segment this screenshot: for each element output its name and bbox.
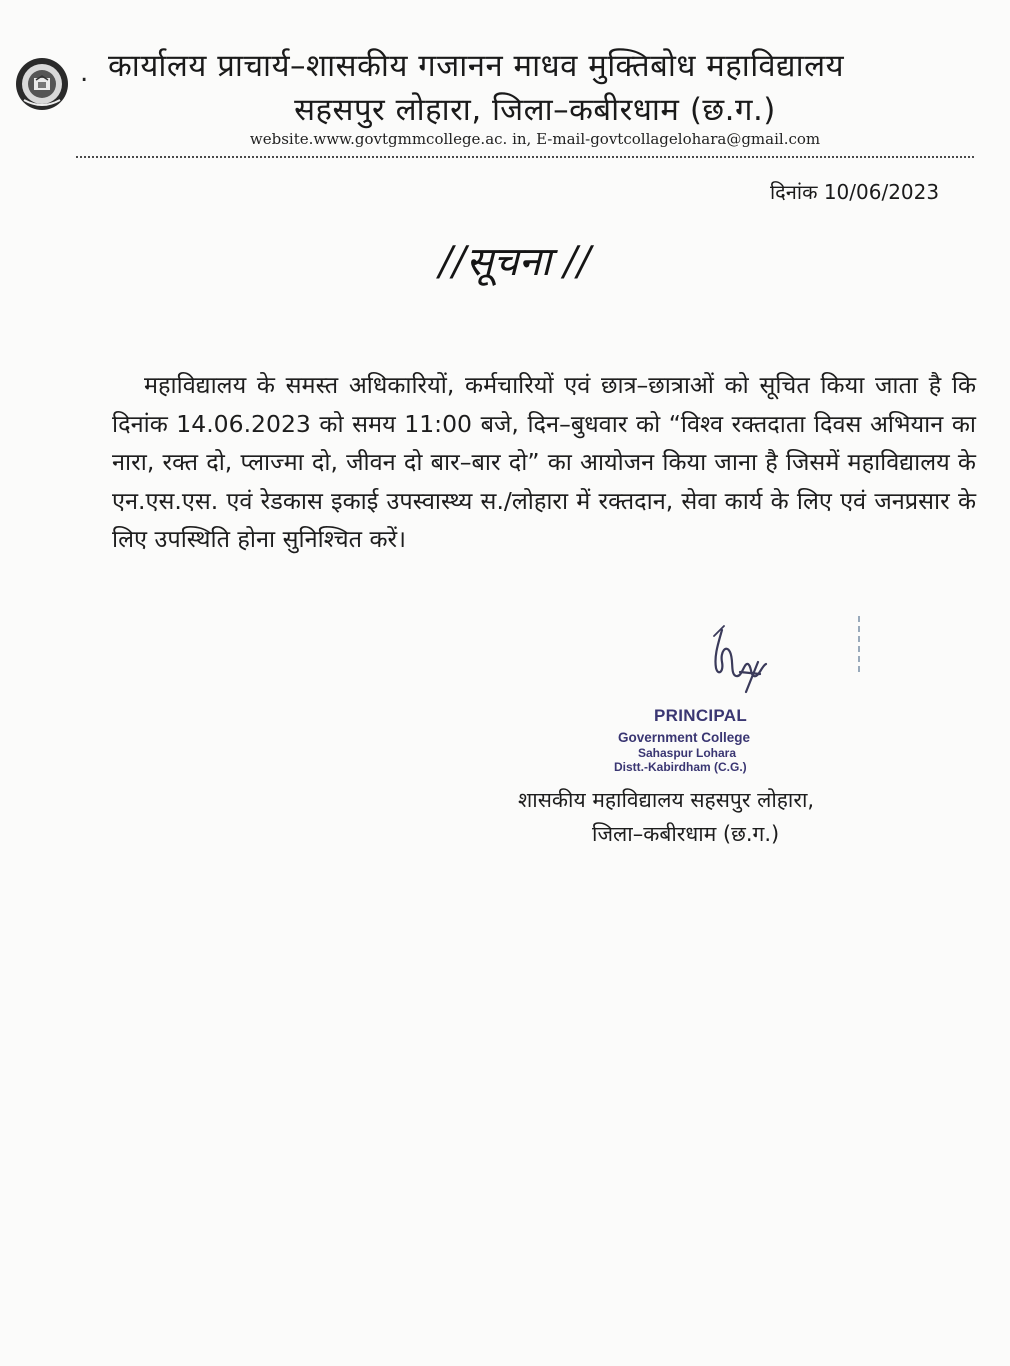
office-title: कार्यालय प्राचार्य–शासकीय गजानन माधव मुक्तिबोध महाविद्यालय bbox=[108, 48, 845, 84]
date-line bbox=[770, 178, 939, 205]
stamp-district: Distt.-Kabirdham (C.G.) bbox=[614, 760, 747, 774]
header-divider bbox=[76, 156, 974, 158]
signatory-institution: शासकीय महाविद्यालय सहसपुर लोहारा, bbox=[518, 788, 815, 812]
contact-line: website.www.govtgmmcollege.ac. in, E-mail-govtcollagelohara@gmail.com bbox=[249, 130, 821, 148]
header-bullet: . bbox=[80, 58, 89, 88]
margin-mark bbox=[856, 616, 862, 676]
stamp-college: Government College bbox=[618, 730, 751, 745]
date-label: दिनांक bbox=[770, 180, 818, 204]
date-value: 10/06/2023 bbox=[823, 180, 940, 204]
stamp-place: Sahaspur Lohara bbox=[638, 746, 737, 760]
notice-body: महाविद्यालय के समस्त अधिकारियों, कर्मचारियों एवं छात्र–छात्राओं को सूचित किया जाता है कि दिनांक 14.06.2023 को समय 11:00 बजे, दिन–बुधवार को “विश्व रक्तदाता दिवस अभियान का नारा, रक्त दो, प्लाज्मा दो, जीवन दो बार–बार दो” का आयोजन किया जाना है जिसमें महाविद्यालय के एन.एस.एस. एवं रेडकास इकाई उपस्वास्थ्य स./लोहारा में रक्तदान, सेवा कार्य के लिए एवं जनप्रसार के लिए उपस्थिति होना सुनिश्चित करें। bbox=[112, 371, 976, 553]
principal-stamp bbox=[608, 706, 818, 774]
signatory-district: जिला–कबीरधाम (छ.ग.) bbox=[592, 822, 780, 846]
office-address: सहसपुर लोहारा, जिला–कबीरधाम (छ.ग.) bbox=[294, 92, 776, 128]
notice-title: //सूचना // bbox=[439, 239, 591, 285]
signature bbox=[700, 622, 780, 702]
stamp-title: PRINCIPAL bbox=[654, 706, 748, 725]
